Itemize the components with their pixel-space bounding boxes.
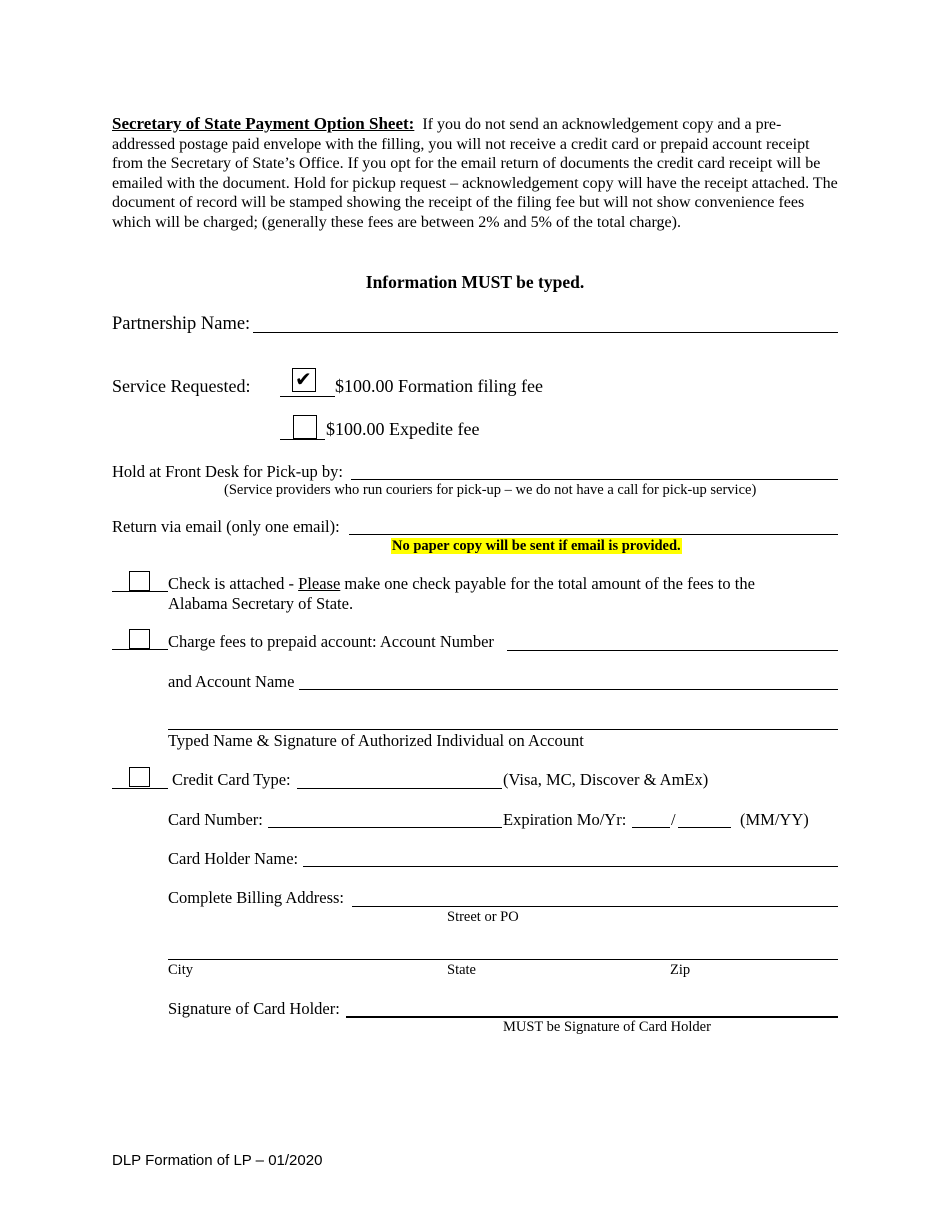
prepaid-account-label: Charge fees to prepaid account: Account Number <box>168 632 494 651</box>
card-holder-signature-label: Signature of Card Holder: <box>168 999 340 1018</box>
pickup-label: Hold at Front Desk for Pick-up by: <box>112 462 343 481</box>
authorized-signature-field[interactable] <box>168 729 838 730</box>
partnership-name-field[interactable] <box>253 332 838 333</box>
card-type-field[interactable] <box>297 788 502 789</box>
service-line-formation <box>280 396 335 397</box>
expiration-year-field[interactable] <box>678 827 731 828</box>
check-text-after: make one check payable for the total amount of the fees to the <box>340 574 755 593</box>
card-holder-signature-field[interactable] <box>346 1016 838 1018</box>
card-number-field[interactable] <box>268 827 502 828</box>
billing-city-state-zip-field[interactable] <box>168 959 838 960</box>
check-text-before: Check is attached - <box>168 574 299 593</box>
check-option-line <box>112 591 168 592</box>
check-attached-text <box>168 574 848 614</box>
billing-street-field[interactable] <box>352 906 838 907</box>
pickup-field[interactable] <box>351 479 838 480</box>
prepaid-option-line <box>112 649 168 650</box>
check-please: Please <box>298 574 341 593</box>
intro-paragraph <box>112 114 840 233</box>
email-label: Return via email (only one email): <box>112 517 340 536</box>
account-number-field[interactable] <box>507 650 838 651</box>
card-holder-field[interactable] <box>303 866 838 867</box>
city-caption: City <box>168 962 193 978</box>
card-holder-label: Card Holder Name: <box>168 849 299 868</box>
expiration-slash: / <box>671 810 676 829</box>
state-caption: State <box>447 962 476 978</box>
intro-lead: Secretary of State Payment Option Sheet: <box>112 114 415 133</box>
credit-card-option-line <box>112 788 168 789</box>
expedite-fee-checkbox[interactable] <box>293 415 317 439</box>
account-name-label: and Account Name <box>168 672 295 691</box>
partnership-name-label: Partnership Name: <box>112 314 251 334</box>
footer-text: DLP Formation of LP – 01/2020 <box>112 1152 323 1169</box>
email-field[interactable] <box>349 534 838 535</box>
expiration-format: (MM/YY) <box>740 810 809 829</box>
credit-card-checkbox[interactable] <box>129 767 150 787</box>
authorized-signature-caption: Typed Name & Signature of Authorized Individual on Account <box>168 731 584 750</box>
service-line-expedite <box>280 439 325 440</box>
pickup-note: (Service providers who run couriers for pick-up – we do not have a call for pick-up service) <box>224 482 757 498</box>
check-mark-icon: ✔ <box>295 367 312 391</box>
email-warning-highlight: No paper copy will be sent if email is provided. <box>392 538 681 554</box>
intro-body: If you do not send an acknowledgement copy and a pre-addressed postage paid envelope with the filling, you will not receive a credit card or prepaid account receipt from the Secretary of State’s Office. If you opt for the email return of documents the credit card receipt will be emailed with the document. Hold for pickup request – acknowledgement copy will have the receipt attached. The document of record will be stamped showing the receipt of the filing fee but will not show convenience fees which will be charged; (generally these fees are between 2% and 5% of the total charge). <box>112 116 838 231</box>
expedite-fee-label: $100.00 Expedite fee <box>326 419 480 439</box>
signature-caption: MUST be Signature of Card Holder <box>503 1019 711 1035</box>
check-text-line2: Alabama Secretary of State. <box>168 594 354 613</box>
formation-fee-label: $100.00 Formation filing fee <box>335 376 543 396</box>
zip-caption: Zip <box>670 962 691 978</box>
check-attached-checkbox[interactable] <box>129 571 150 591</box>
service-requested-label: Service Requested: <box>112 376 251 396</box>
card-type-note: (Visa, MC, Discover & AmEx) <box>503 770 709 789</box>
street-caption: Street or PO <box>447 909 519 925</box>
expiration-month-field[interactable] <box>632 827 670 828</box>
card-type-label: Credit Card Type: <box>172 770 291 789</box>
page-heading: Information MUST be typed. <box>365 272 585 292</box>
card-number-label: Card Number: <box>168 810 263 829</box>
email-note <box>391 537 682 555</box>
prepaid-account-checkbox[interactable] <box>129 629 150 649</box>
billing-address-label: Complete Billing Address: <box>168 888 344 907</box>
expiration-label: Expiration Mo/Yr: <box>503 810 627 829</box>
formation-fee-checkbox[interactable] <box>292 368 316 392</box>
account-name-field[interactable] <box>299 689 838 690</box>
